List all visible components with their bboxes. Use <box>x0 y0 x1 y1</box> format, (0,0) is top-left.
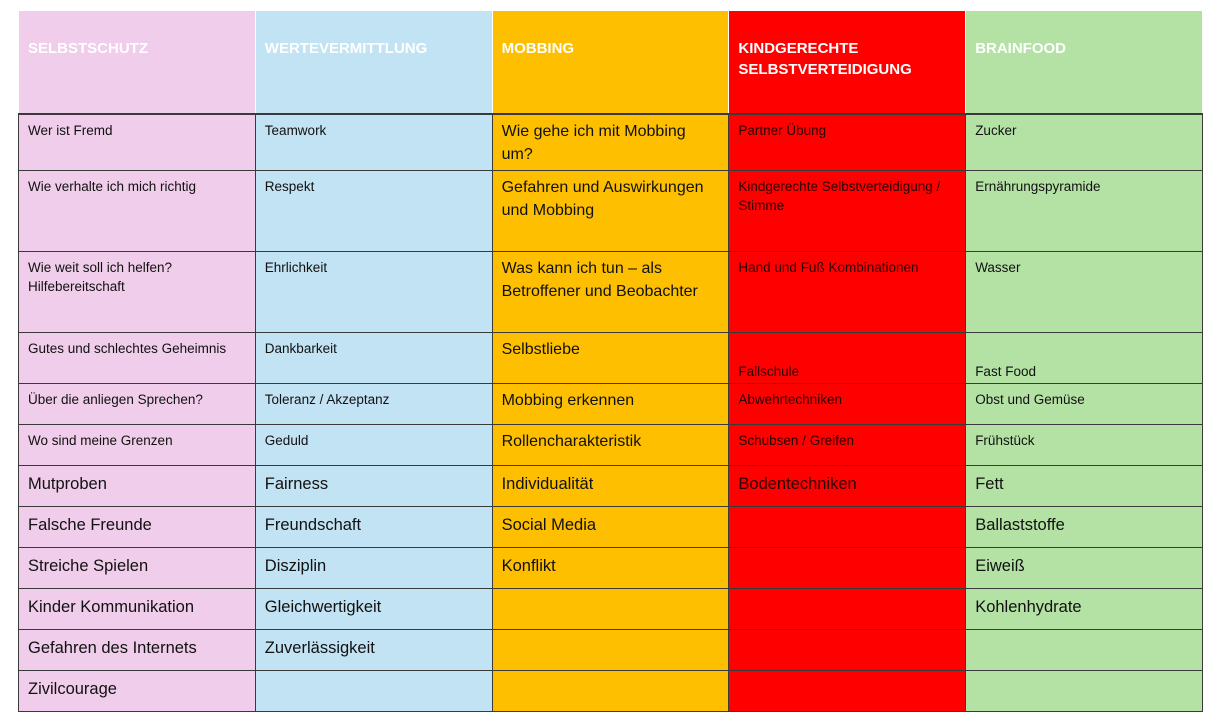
table-cell: Abwehrtechniken <box>729 384 966 425</box>
table-cell: Ernährungspyramide <box>966 171 1203 252</box>
table-cell: Gefahren des Internets <box>19 630 256 671</box>
table-cell: Kinder Kommunikation <box>19 589 256 630</box>
table-cell: Ballaststoffe <box>966 507 1203 548</box>
table-cell: Freundschaft <box>255 507 492 548</box>
table-cell: Wo sind meine Grenzen <box>19 425 256 466</box>
table-cell: Falsche Freunde <box>19 507 256 548</box>
table-cell: Toleranz / Akzeptanz <box>255 384 492 425</box>
table-cell <box>492 671 729 712</box>
table-cell: Konflikt <box>492 548 729 589</box>
table-cell: Wasser <box>966 252 1203 333</box>
table-cell <box>492 589 729 630</box>
table-cell: Rollencharakteristik <box>492 425 729 466</box>
table-cell: Wie verhalte ich mich richtig <box>19 171 256 252</box>
table-cell: Wie gehe ich mit Mobbing um? <box>492 114 729 171</box>
table-row <box>19 671 1203 712</box>
header-brainfood: BRAINFOOD <box>966 11 1203 114</box>
table-cell: Selbstliebe <box>492 333 729 384</box>
table-cell <box>729 507 966 548</box>
header-selbstschutz: SELBSTSCHUTZ <box>19 11 256 114</box>
header-wertevermittlung: WERTEVERMITTLUNG <box>255 11 492 114</box>
table-cell: Frühstück <box>966 425 1203 466</box>
table-cell: Fairness <box>255 466 492 507</box>
table-cell: Obst und Gemüse <box>966 384 1203 425</box>
table-cell: Bodentechniken <box>729 466 966 507</box>
curriculum-table <box>18 10 1203 712</box>
header-kindgerechte-selbstverteidigung: KINDGERECHTE SELBSTVERTEIDIGUNG <box>729 11 966 114</box>
table-cell: Streiche Spielen <box>19 548 256 589</box>
table-cell <box>966 630 1203 671</box>
table-cell: Kindgerechte Selbstverteidigung / Stimme <box>729 171 966 252</box>
table-cell: Was kann ich tun – als Betroffener und Beobachter <box>492 252 729 333</box>
table-row <box>19 425 1203 466</box>
table-cell: Disziplin <box>255 548 492 589</box>
table-cell: Wie weit soll ich helfen? Hilfebereitschaft <box>19 252 256 333</box>
table-cell <box>729 630 966 671</box>
table-row <box>19 589 1203 630</box>
table-cell: Social Media <box>492 507 729 548</box>
table-cell: Partner Übung <box>729 114 966 171</box>
table-row <box>19 252 1203 333</box>
table-row <box>19 384 1203 425</box>
table-cell <box>966 671 1203 712</box>
table-row <box>19 333 1203 384</box>
curriculum-table-container <box>18 10 1202 712</box>
table-cell <box>492 630 729 671</box>
table-cell: Individualität <box>492 466 729 507</box>
table-cell: Zucker <box>966 114 1203 171</box>
table-cell <box>729 589 966 630</box>
table-cell: Hand und Fuß Kombinationen <box>729 252 966 333</box>
table-cell: Eiweiß <box>966 548 1203 589</box>
table-cell: Fallschule <box>729 333 966 384</box>
table-cell: Gleichwertigkeit <box>255 589 492 630</box>
table-cell: Ehrlichkeit <box>255 252 492 333</box>
table-cell: Schubsen / Greifen <box>729 425 966 466</box>
table-cell: Mobbing erkennen <box>492 384 729 425</box>
table-row <box>19 630 1203 671</box>
header-row <box>19 11 1203 114</box>
table-cell: Geduld <box>255 425 492 466</box>
table-cell: Fett <box>966 466 1203 507</box>
table-cell: Mutproben <box>19 466 256 507</box>
table-cell: Respekt <box>255 171 492 252</box>
table-cell: Zuverlässigkeit <box>255 630 492 671</box>
table-cell: Teamwork <box>255 114 492 171</box>
table-cell: Gefahren und Auswirkungen und Mobbing <box>492 171 729 252</box>
table-cell <box>255 671 492 712</box>
table-row <box>19 171 1203 252</box>
header-mobbing: MOBBING <box>492 11 729 114</box>
table-cell: Gutes und schlechtes Geheimnis <box>19 333 256 384</box>
table-cell: Wer ist Fremd <box>19 114 256 171</box>
table-cell <box>729 671 966 712</box>
table-cell: Über die anliegen Sprechen? <box>19 384 256 425</box>
table-cell <box>729 548 966 589</box>
table-cell: Fast Food <box>966 333 1203 384</box>
table-row <box>19 114 1203 171</box>
table-row <box>19 466 1203 507</box>
table-row <box>19 548 1203 589</box>
table-cell: Dankbarkeit <box>255 333 492 384</box>
table-row <box>19 507 1203 548</box>
table-cell: Kohlenhydrate <box>966 589 1203 630</box>
table-cell: Zivilcourage <box>19 671 256 712</box>
